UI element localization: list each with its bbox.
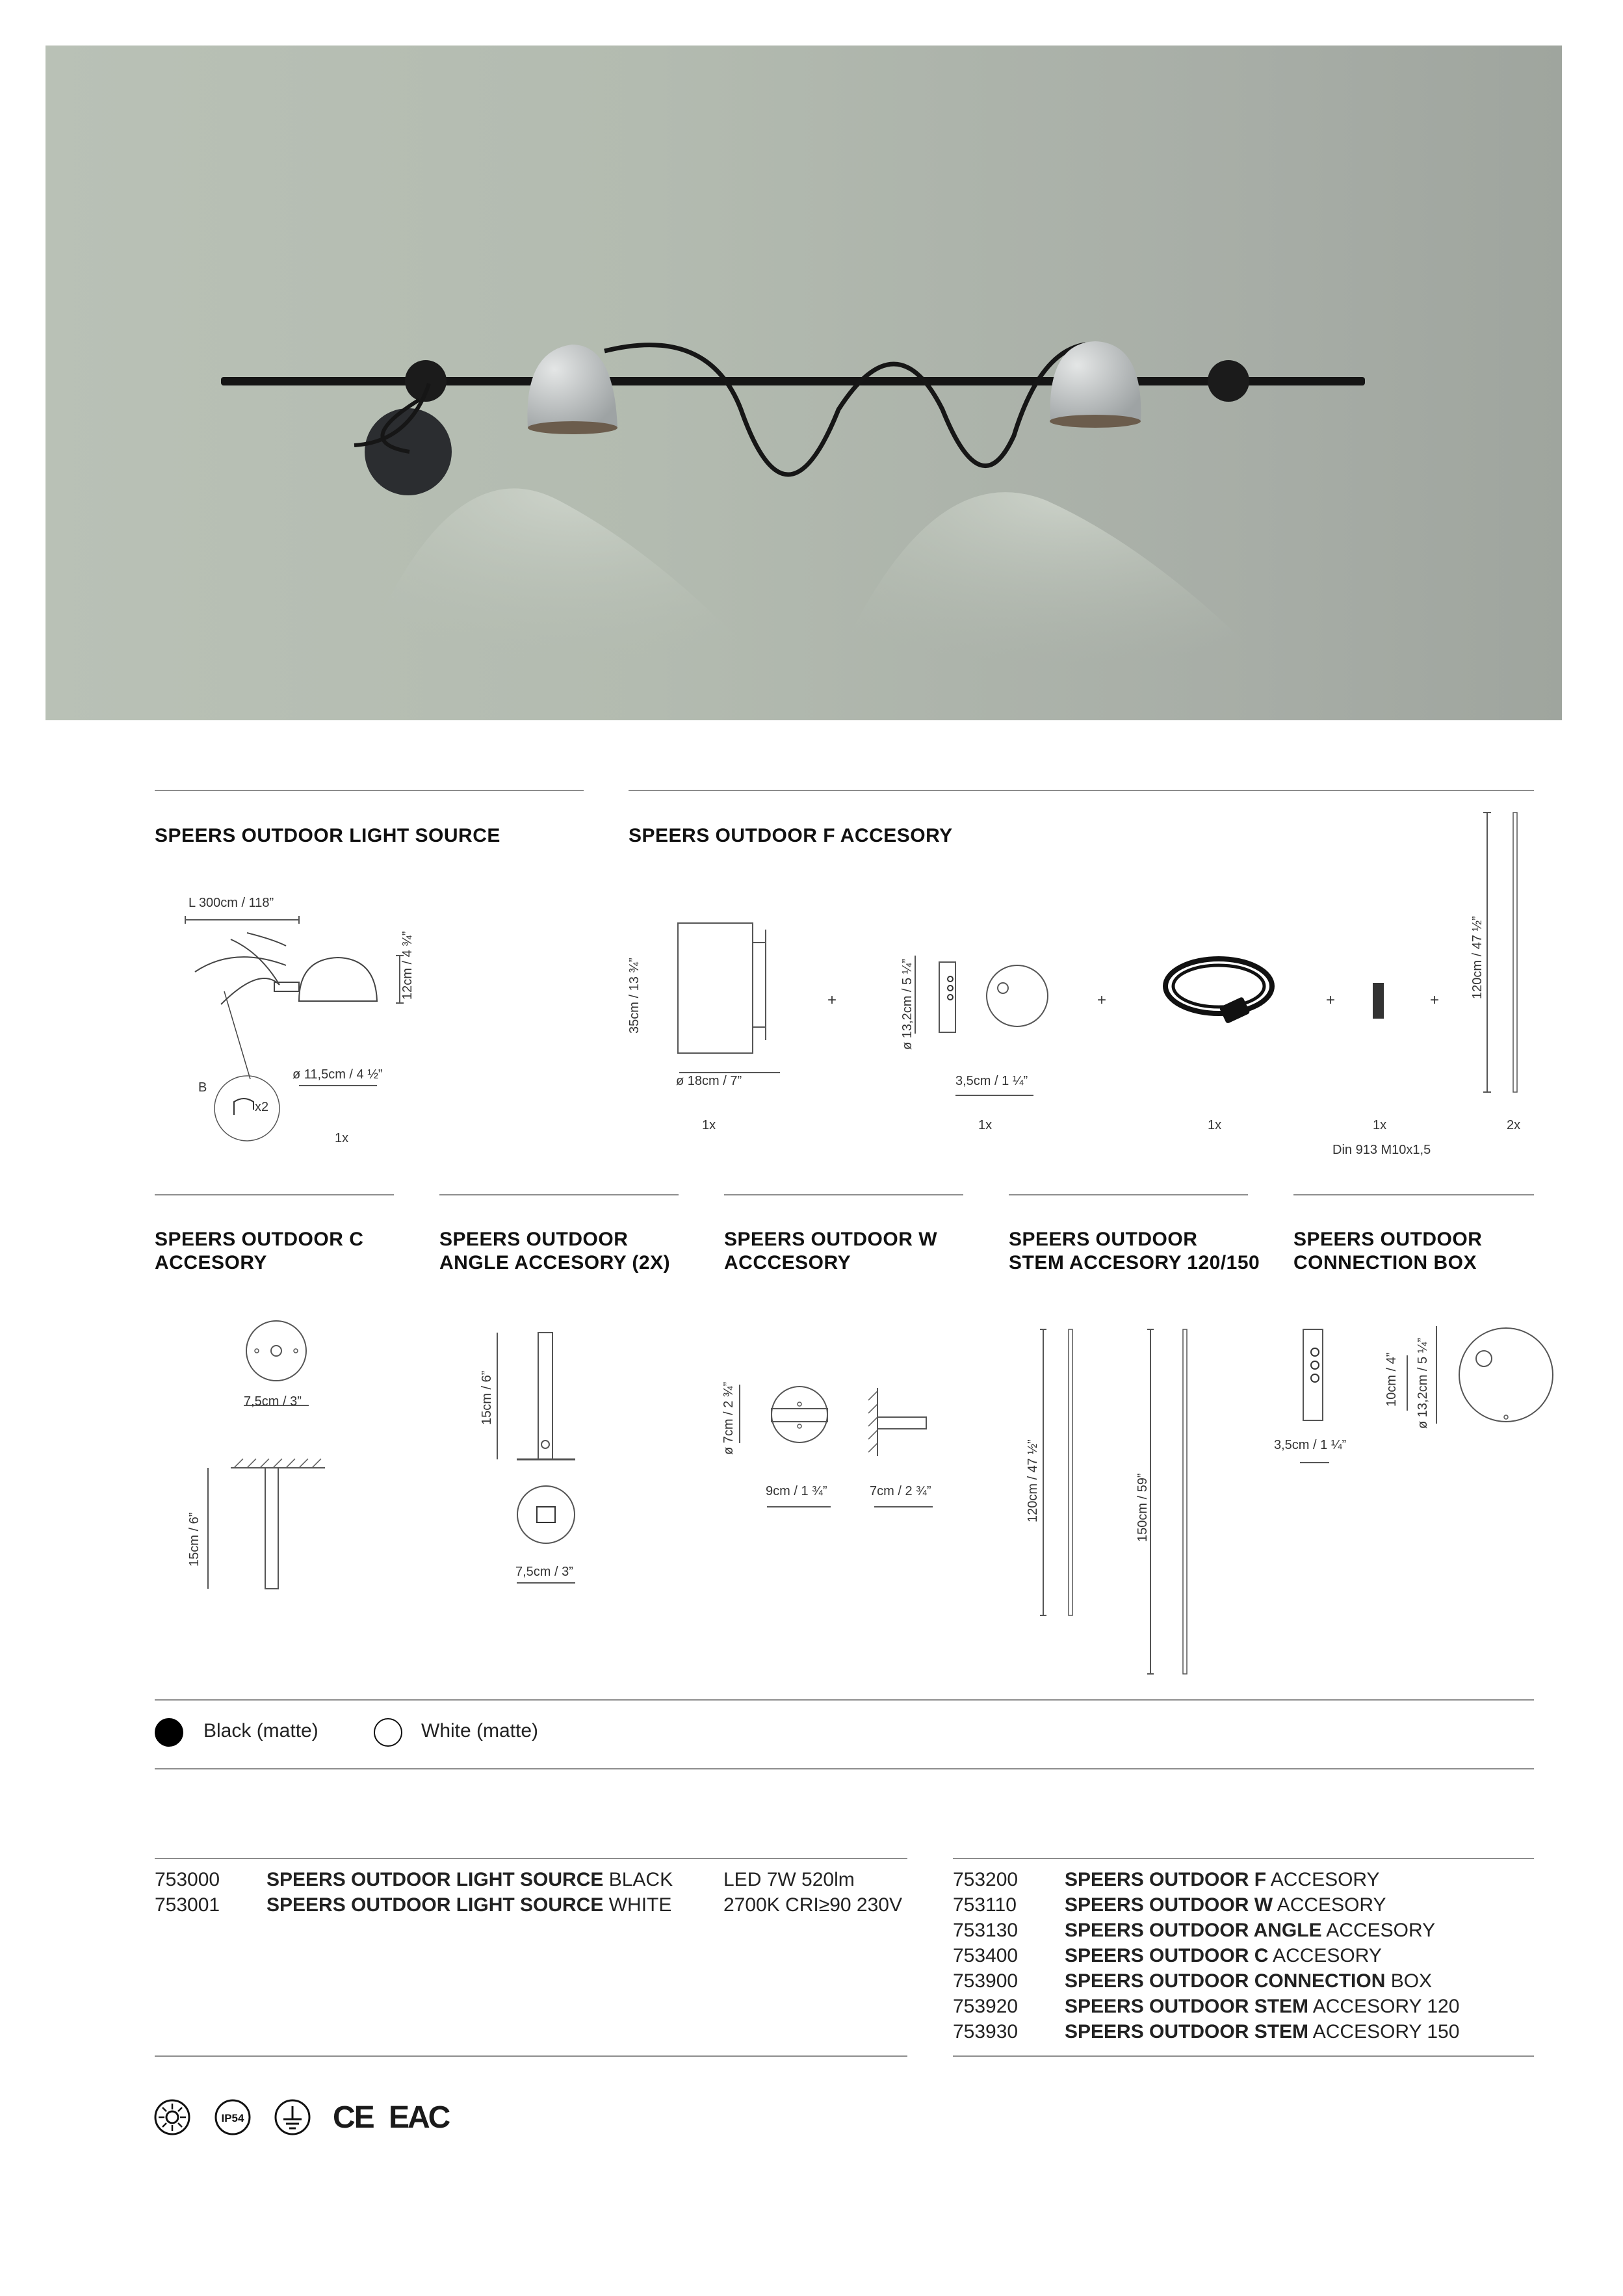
product-name-bold: SPEERS OUTDOOR W [1065,1894,1273,1916]
title-line: ANGLE ACCESORY (2X) [439,1252,671,1273]
qty-f-box: 1x [978,1118,993,1132]
plus-sign: + [1430,991,1440,1009]
qty-light-source: 1x [335,1131,349,1145]
product-code: 753400 [953,1945,1019,1966]
f-accessory-cable-drawing [1157,946,1287,1037]
dim-f-body-diameter: ø 18cm / 7” [676,1074,742,1088]
product-name [1065,1918,1435,1943]
product-name [1065,1968,1432,1994]
code-row [953,1943,1459,1968]
title-line: SPEERS OUTDOOR W [724,1229,938,1250]
product-name [1065,2019,1459,2044]
product-name-rest: WHITE [603,1894,672,1916]
section-rule [155,2055,907,2057]
product-code: 753001 [155,1894,220,1916]
product-code: 753930 [953,2021,1019,2042]
section-title-c-accessory [155,1228,363,1275]
code-row [155,1892,673,1918]
angle-accessory-drawing [494,1326,624,1586]
product-name-bold: SPEERS OUTDOOR CONNECTION [1065,1970,1386,1992]
section-title-f-accessory: SPEERS OUTDOOR F ACCESORY [629,825,953,846]
ce-mark-icon: CE [333,2100,374,2135]
product-name-bold: SPEERS OUTDOOR LIGHT SOURCE [266,1869,604,1890]
finish-swatch-white [374,1718,402,1747]
dim-stem-120: 120cm / 47 ½” [1026,1439,1040,1522]
stem-accessory-drawing [1040,1326,1196,1684]
code-row [953,1968,1459,1994]
f-accessory-body-drawing [676,923,780,1079]
f-accessory-stem-drawing [1482,813,1521,1099]
qty-f-body: 1x [702,1118,716,1132]
dim-c-length: 15cm / 6” [187,1512,201,1567]
section-rule [155,1699,1534,1701]
product-name [266,1867,673,1892]
dim-angle-diameter: 7,5cm / 3” [515,1565,573,1579]
dim-length: L 300cm / 118” [188,896,274,910]
label-x2: x2 [255,1100,269,1114]
product-name-rest: BOX [1385,1970,1433,1992]
title-line: SPEERS OUTDOOR [1293,1229,1483,1250]
section-title-light-source: SPEERS OUTDOOR LIGHT SOURCE [155,825,500,846]
section-rule [953,2055,1534,2057]
section-title-angle-accessory [439,1228,670,1275]
product-name-rest: ACCESORY [1273,1894,1386,1916]
qty-f-cable: 1x [1208,1118,1222,1132]
light-spec [723,1867,902,1918]
code-row [953,1867,1459,1892]
product-code: 753900 [953,1970,1019,1992]
section-rule [439,1194,679,1195]
section-title-connection-box [1293,1228,1482,1275]
ip54-icon [214,2098,253,2137]
section-title-stem-accessory [1009,1228,1260,1275]
qty-f-screw: 1x [1373,1118,1387,1132]
dim-stem-150: 150cm / 59” [1136,1473,1150,1542]
code-row [953,2019,1459,2044]
dimmable-icon [153,2098,192,2137]
product-name-rest: ACCESORY [1268,1945,1382,1966]
title-line: SPEERS OUTDOOR [1009,1229,1198,1250]
product-name-bold: SPEERS OUTDOOR LIGHT SOURCE [266,1894,604,1916]
f-accessory-screw-drawing [1373,983,1386,1022]
codes-list-right [953,1867,1459,2044]
code-row [155,1867,673,1892]
product-code: 753200 [953,1869,1019,1890]
finish-label-black: Black (matte) [203,1720,318,1742]
spec-line: 2700K CRI≥90 230V [723,1894,902,1916]
product-name-bold: SPEERS OUTDOOR STEM [1065,2021,1309,2042]
product-name [266,1892,671,1918]
plus-sign: + [1097,991,1107,1009]
section-rule [953,1858,1534,1859]
plus-sign: + [1326,991,1336,1009]
product-name [1065,1994,1459,2019]
product-name-rest: ACCESORY [1321,1920,1436,1941]
screw-spec: Din 913 M10x1,5 [1332,1143,1431,1157]
product-photo-illustration [45,46,1562,720]
product-name-rest: ACCESORY 120 [1308,1996,1460,2017]
finish-label-white: White (matte) [421,1720,539,1742]
product-name-bold: SPEERS OUTDOOR ANGLE [1065,1920,1322,1941]
product-name [1065,1892,1386,1918]
dim-height: 12cm / 4 ¾” [400,931,415,1000]
light-source-drawing [182,913,416,1147]
product-name [1065,1867,1380,1892]
label-b: B [198,1080,207,1095]
product-photo [45,46,1562,720]
plus-sign: + [827,991,837,1009]
eac-mark-icon: EAC [389,2100,449,2135]
product-name [1065,1943,1382,1968]
product-name-rest: ACCESORY 150 [1308,2021,1460,2042]
title-line: STEM ACCESORY 120/150 [1009,1252,1260,1273]
section-rule [155,1858,907,1859]
product-name-bold: SPEERS OUTDOOR STEM [1065,1996,1309,2017]
dim-w-depth: 7cm / 2 ¾” [870,1484,931,1498]
dim-c-diameter: 7,5cm / 3” [244,1394,302,1409]
code-row [953,1994,1459,2019]
codes-list-left [155,1867,673,1918]
code-row [953,1918,1459,1943]
title-line: ACCESORY [155,1252,267,1273]
c-accessory-drawing [195,1320,364,1606]
section-rule [1293,1194,1534,1195]
product-name-rest: BLACK [603,1869,673,1890]
product-code: 753110 [953,1894,1017,1916]
earth-ground-icon [274,2098,313,2137]
qty-f-stem: 2x [1507,1118,1521,1132]
dim-w-diameter: ø 7cm / 2 ¾” [721,1381,736,1455]
section-rule [155,1194,394,1195]
dim-diameter: ø 11,5cm / 4 ½” [292,1067,383,1082]
dim-f-stem-length: 120cm / 47 ½” [1470,916,1485,999]
section-rule [1009,1194,1248,1195]
spec-line: LED 7W 520lm [723,1869,855,1890]
finish-swatch-black [155,1718,183,1747]
title-line: SPEERS OUTDOOR C [155,1229,364,1250]
ip54-label: IP54 [221,2112,244,2124]
dim-f-body-height: 35cm / 13 ¾” [627,958,642,1034]
product-code: 753920 [953,1996,1019,2017]
section-rule [155,790,584,791]
dim-box-depth: 3,5cm / 1 ¼” [1274,1438,1347,1452]
section-rule [155,1768,1534,1769]
product-code: 753000 [155,1869,220,1890]
title-line: CONNECTION BOX [1293,1252,1477,1273]
product-name-bold: SPEERS OUTDOOR C [1065,1945,1269,1966]
title-line: SPEERS OUTDOOR [439,1229,629,1250]
product-name-bold: SPEERS OUTDOOR F [1065,1869,1267,1890]
dim-f-box-diameter: ø 13,2cm / 5 ¼” [900,958,915,1050]
section-rule [724,1194,963,1195]
product-name-rest: ACCESORY [1266,1869,1380,1890]
title-line: ACCCESORY [724,1252,851,1273]
code-row [953,1892,1459,1918]
dim-f-box-depth: 3,5cm / 1 ¼” [955,1074,1028,1088]
dim-w-width: 9cm / 1 ¾” [766,1484,827,1498]
dim-angle-height: 15cm / 6” [480,1370,494,1425]
dim-box-height: 10cm / 4” [1384,1352,1399,1407]
product-code: 753130 [953,1920,1019,1941]
dim-box-diameter: ø 13,2cm / 5 ¼” [1416,1337,1430,1429]
section-rule [629,790,1534,791]
section-title-w-accessory [724,1228,937,1275]
